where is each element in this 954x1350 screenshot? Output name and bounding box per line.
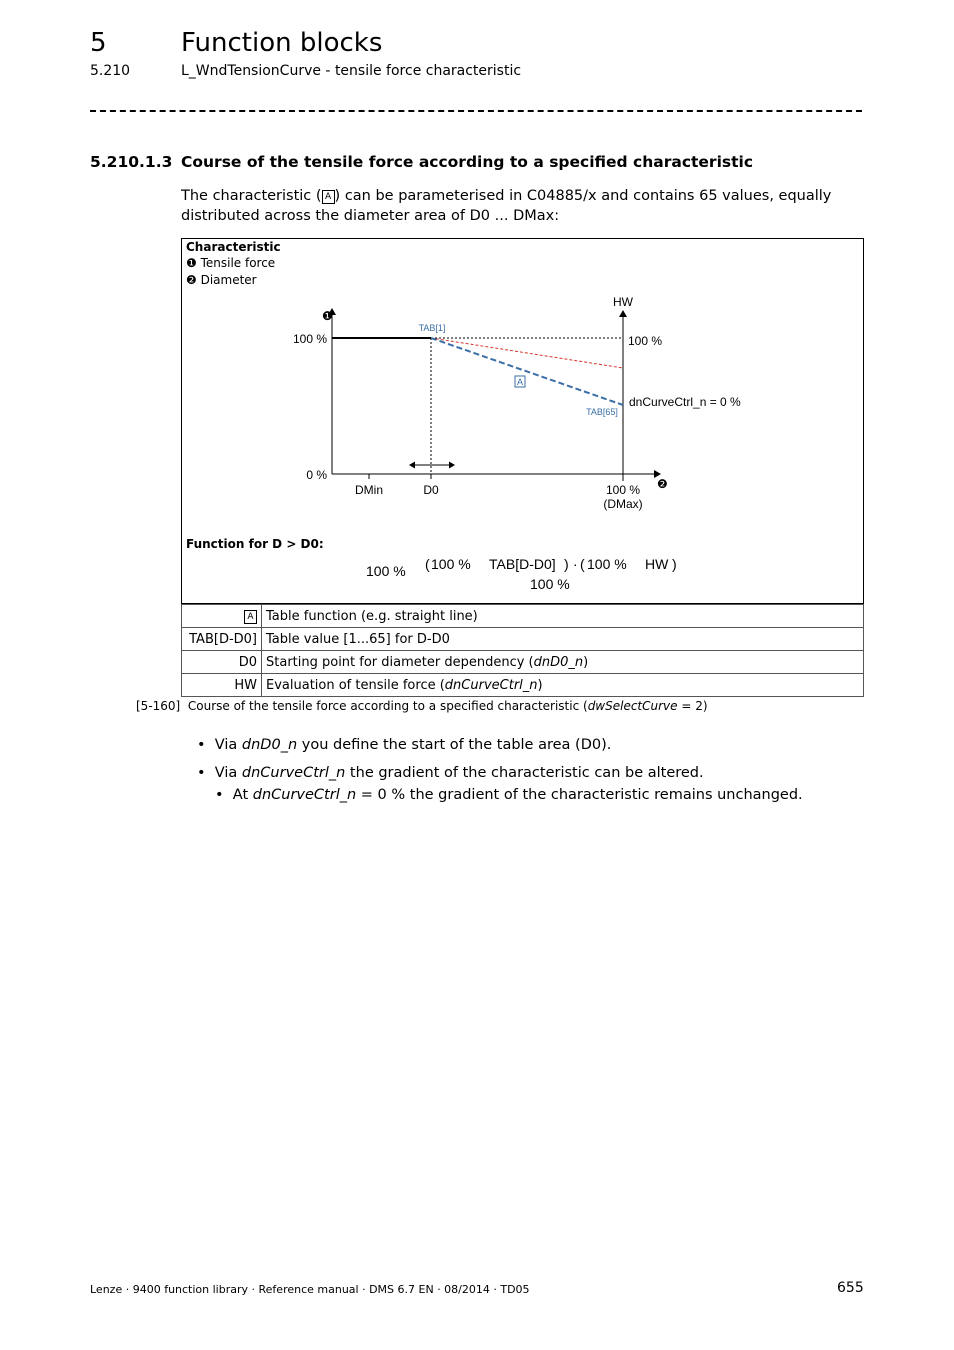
svg-text:100 %: 100 % bbox=[587, 556, 627, 572]
section-title: L_WndTensionCurve - tensile force characteristic bbox=[181, 63, 522, 79]
svg-text:(: ( bbox=[580, 556, 585, 572]
hw-curve-line bbox=[431, 338, 623, 368]
chapter-title: Function blocks bbox=[181, 28, 383, 58]
list-item: • Via dnD0_n you define the start of the table area (D0). bbox=[197, 737, 612, 753]
list-item: • Via dnCurveCtrl_n the gradient of the characteristic can be altered. bbox=[197, 765, 704, 781]
characteristic-figure bbox=[181, 238, 864, 604]
legend-diameter: ❷ Diameter bbox=[186, 273, 257, 287]
svg-text:TAB[D-D0]: TAB[D-D0] bbox=[489, 556, 556, 572]
function-label: Function for D > D0: bbox=[186, 537, 324, 551]
table-row: TAB[D-D0] Table value [1...65] for D-D0 bbox=[182, 628, 864, 651]
tab1-label: TAB[1] bbox=[418, 323, 446, 333]
svg-text:HW: HW bbox=[645, 556, 669, 572]
subsection-title: Course of the tensile force according to a specified characteristic bbox=[181, 153, 754, 171]
legend-title: Characteristic bbox=[186, 240, 281, 254]
hw-100-label: 100 % bbox=[628, 334, 663, 348]
svg-text:100 %: 100 % bbox=[366, 563, 406, 579]
table-row: A Table function (e.g. straight line) bbox=[182, 605, 864, 628]
marker-a-icon: A bbox=[322, 190, 335, 204]
svg-text:): ) bbox=[564, 556, 569, 572]
figure-caption: [5-160] Course of the tensile force according to a specified characteristic (dwSelectCurve = 2) bbox=[136, 699, 708, 713]
svg-text:): ) bbox=[672, 556, 677, 572]
marker-a-icon: A bbox=[244, 610, 257, 624]
characteristic-chart bbox=[182, 239, 863, 529]
y-tick-0: 0 % bbox=[306, 468, 327, 482]
x-tick-100: 100 % bbox=[605, 483, 641, 497]
x-tick-dmax: (DMax) bbox=[603, 497, 643, 511]
marker-a-label: A bbox=[516, 377, 524, 387]
svg-text:100 %: 100 % bbox=[431, 556, 471, 572]
x-tick-d0: D0 bbox=[423, 483, 439, 497]
intro-paragraph: The characteristic ( A ) can be parameterised in C04885/x and contains 65 values, equally distributed across the diameter area of D0 ... DMax: bbox=[181, 188, 832, 224]
function-formula bbox=[182, 549, 863, 609]
table-row: D0 Starting point for diameter dependency (dnD0_n) bbox=[182, 651, 864, 674]
header-divider bbox=[90, 110, 862, 112]
section-number: 5.210 bbox=[90, 63, 131, 79]
list-item: • At dnCurveCtrl_n = 0 % the gradient of the characteristic remains unchanged. bbox=[215, 787, 803, 803]
hw-label: HW bbox=[613, 295, 633, 309]
tab65-label: TAB[65] bbox=[586, 407, 618, 417]
x-axis-marker: ❷ bbox=[657, 477, 668, 491]
x-tick-dmin: DMin bbox=[354, 483, 384, 497]
svg-text:·: · bbox=[573, 556, 578, 572]
dncurve-label: dnCurveCtrl_n = 0 % bbox=[629, 395, 741, 409]
y-tick-100: 100 % bbox=[292, 332, 327, 346]
svg-text:(: ( bbox=[425, 556, 430, 572]
table-row: HW Evaluation of tensile force (dnCurveCtrl_n) bbox=[182, 674, 864, 697]
table-function-line bbox=[431, 338, 623, 405]
legend-tensile-force: ❶ Tensile force bbox=[186, 256, 276, 270]
footer-text: Lenze · 9400 function library · Reference manual · DMS 6.7 EN · 08/2014 · TD05 bbox=[90, 1283, 530, 1296]
chapter-number: 5 bbox=[90, 28, 107, 58]
svg-text:100 %: 100 % bbox=[530, 576, 570, 592]
definitions-table bbox=[181, 604, 864, 697]
subsection-number: 5.210.1.3 bbox=[90, 153, 173, 171]
page-number: 655 bbox=[837, 1280, 864, 1296]
y-axis-marker: ❶ bbox=[322, 309, 333, 323]
